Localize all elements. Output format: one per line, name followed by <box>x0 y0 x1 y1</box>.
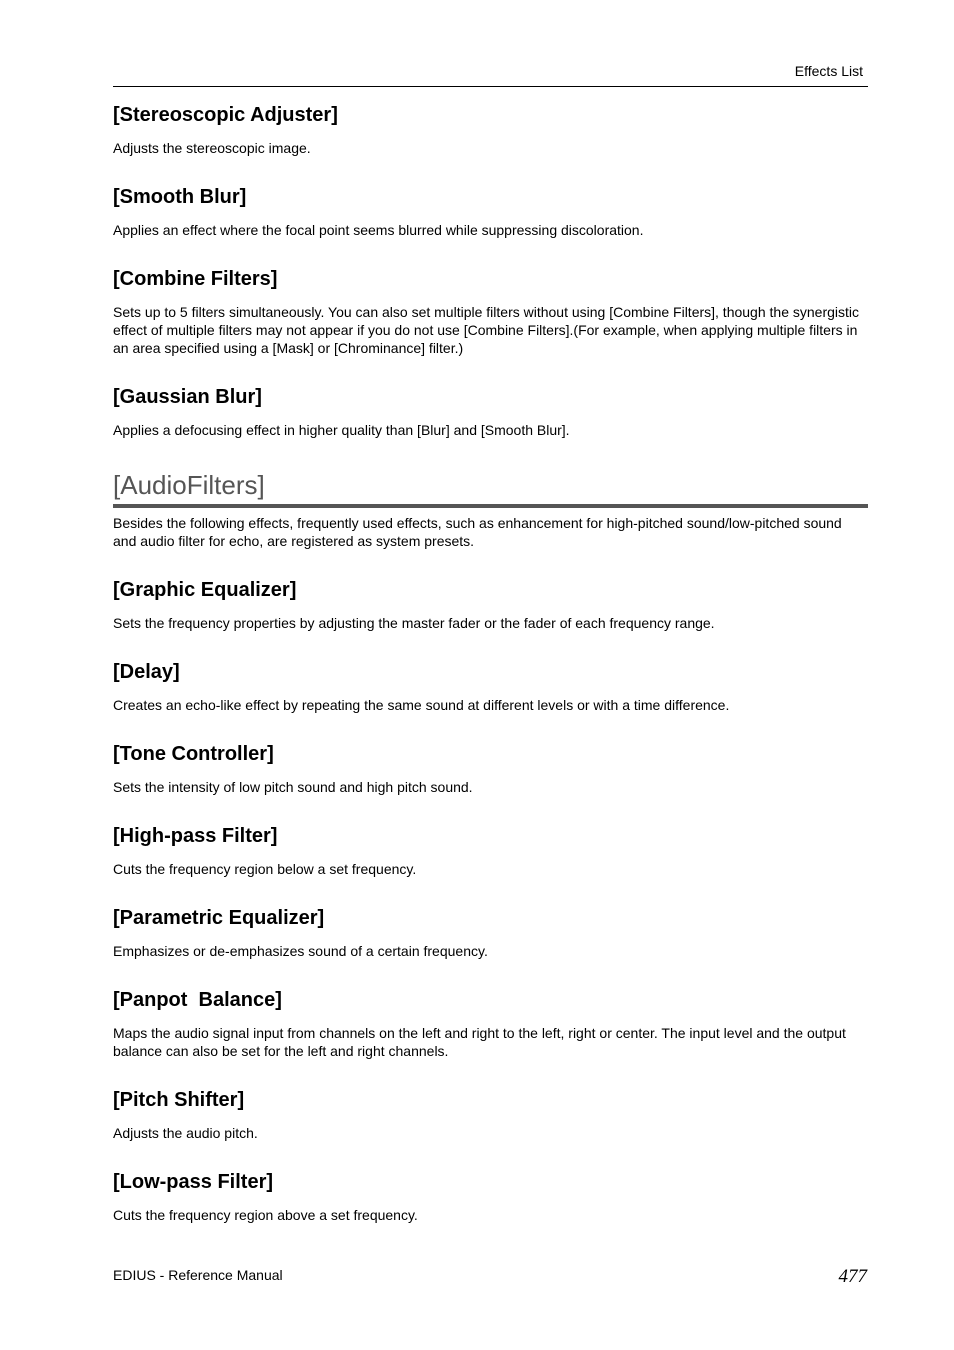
header-divider <box>113 86 868 87</box>
page-content <box>113 101 868 1224</box>
section-title: [Smooth Blur] <box>113 186 247 208</box>
section-graphic-equalizer <box>113 576 868 632</box>
section-body: Sets the frequency properties by adjusting the master fader or the fader of each frequency range. <box>113 615 715 631</box>
section-title: [Pitch Shifter] <box>113 1089 245 1111</box>
footer-manual-title: EDIUS - Reference Manual <box>113 1267 283 1283</box>
chapter-heading-audio-filters: [AudioFilters] <box>113 470 265 500</box>
chapter-heading-rule <box>113 504 868 508</box>
page-number: 477 <box>838 1266 867 1287</box>
section-body: Sets up to 5 filters simultaneously. You can also set multiple filters without using [Combine Filters], though the synergistic effect of multiple filters may not appear if you do not use [Combine Filters].(For example, when applying multiple filters in an area specified using a [Mask] or [Chrominance] filter.) <box>113 304 859 356</box>
section-tone-controller <box>113 740 868 796</box>
section-body: Applies an effect where the focal point seems blurred while suppressing discoloration. <box>113 222 644 238</box>
section-smooth-blur <box>113 183 868 239</box>
section-title: [Low-pass Filter] <box>113 1171 274 1193</box>
running-header: Effects List <box>794 63 863 79</box>
section-low-pass-filter <box>113 1168 868 1224</box>
section-title: [Parametric Equalizer] <box>113 907 325 929</box>
chapter-intro: Besides the following effects, frequently used effects, such as enhancement for high-pitched sound/low-pitched sound and audio filter for echo, are registered as system presets. <box>113 515 842 549</box>
section-panpot-balance <box>113 986 868 1060</box>
section-title: [Gaussian Blur] <box>113 386 262 408</box>
section-title: [Panpot Balance] <box>113 989 282 1011</box>
section-combine-filters <box>113 265 868 357</box>
section-pitch-shifter <box>113 1086 868 1142</box>
section-delay <box>113 658 868 714</box>
section-body: Emphasizes or de-emphasizes sound of a certain frequency. <box>113 943 488 959</box>
section-body: Cuts the frequency region below a set frequency. <box>113 861 417 877</box>
section-body: Adjusts the audio pitch. <box>113 1125 258 1141</box>
section-title: [Graphic Equalizer] <box>113 579 297 601</box>
section-stereoscopic-adjuster <box>113 101 868 157</box>
section-title: [Stereoscopic Adjuster] <box>113 104 338 126</box>
section-body: Adjusts the stereoscopic image. <box>113 140 311 156</box>
section-body: Applies a defocusing effect in higher quality than [Blur] and [Smooth Blur]. <box>113 422 570 438</box>
section-high-pass-filter <box>113 822 868 878</box>
section-body: Sets the intensity of low pitch sound and high pitch sound. <box>113 779 473 795</box>
section-title: [High-pass Filter] <box>113 825 278 847</box>
section-body: Cuts the frequency region above a set frequency. <box>113 1207 418 1223</box>
section-parametric-equalizer <box>113 904 868 960</box>
section-title: [Combine Filters] <box>113 268 278 290</box>
section-body: Creates an echo-like effect by repeating the same sound at different levels or with a time difference. <box>113 697 730 713</box>
section-title: [Tone Controller] <box>113 743 274 765</box>
section-body: Maps the audio signal input from channels on the left and right to the left, right or center. The input level and the output balance can also be set for the left and right channels. <box>113 1025 846 1059</box>
section-gaussian-blur <box>113 383 868 439</box>
section-title: [Delay] <box>113 661 180 683</box>
